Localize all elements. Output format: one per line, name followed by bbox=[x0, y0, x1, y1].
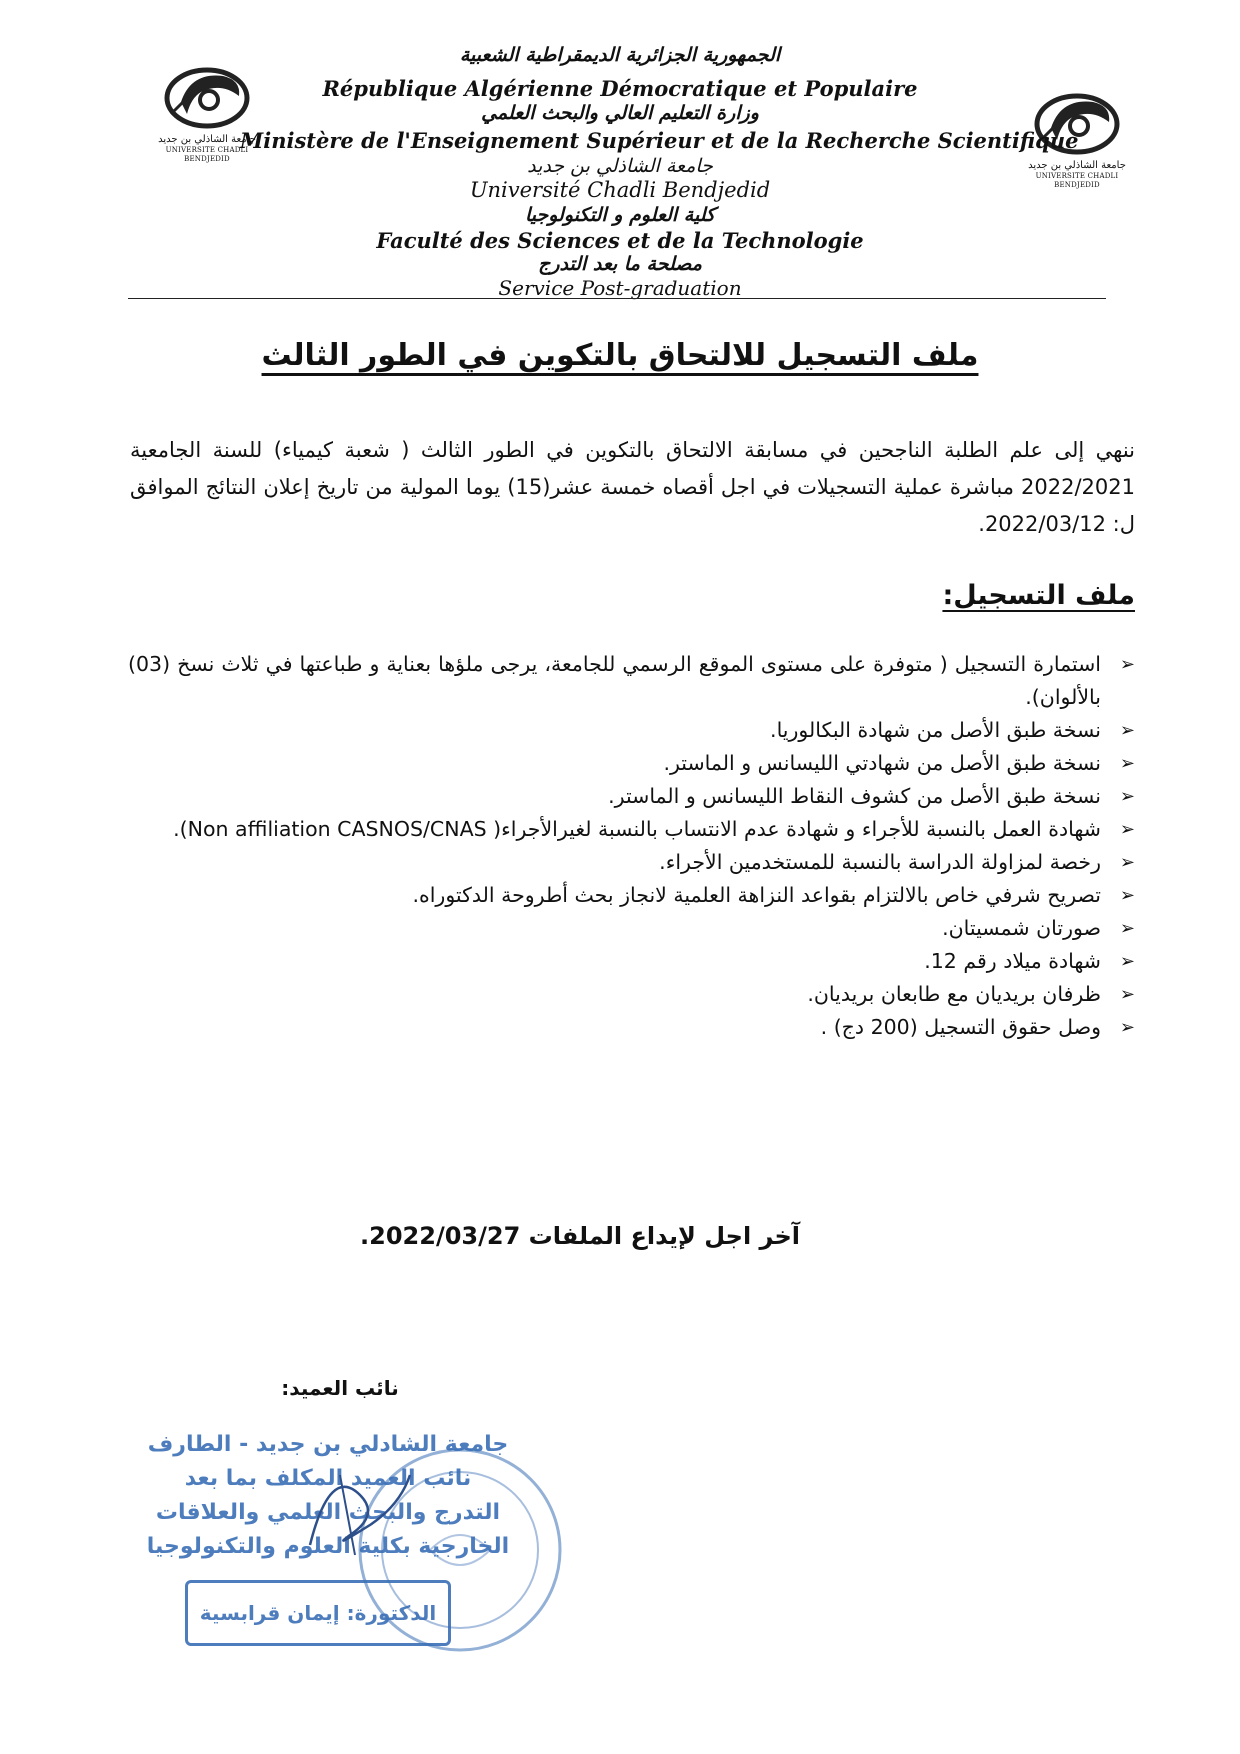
list-item bbox=[128, 978, 1135, 1011]
logo-caption-fr: UNIVERSITE CHADLI BENDJEDID bbox=[1035, 172, 1119, 189]
header-republic-fr: République Algérienne Démocratique et Populaire bbox=[322, 76, 918, 101]
header-university-ar: جامعة الشاذلي بن جديد bbox=[527, 155, 713, 177]
list-item bbox=[128, 714, 1135, 747]
logo-caption-fr: UNIVERSITE CHADLI BENDJEDID bbox=[165, 146, 249, 163]
stamp-line: التدرج والبحث العلمي والعلاقات bbox=[155, 1500, 501, 1525]
arrow-bullet-icon: ➢ bbox=[1119, 951, 1135, 972]
list-item-text: وصل حقوق التسجيل (200 دج) . bbox=[820, 1015, 1101, 1039]
deadline-notice: آخر اجل لإيداع الملفات 2022/03/27. bbox=[360, 1222, 800, 1250]
header-ministry-ar: وزارة التعليم العالي والبحث العلمي bbox=[481, 102, 759, 124]
header-university-fr: Université Chadli Bendjedid bbox=[469, 178, 771, 202]
logo-caption-ar: جامعة الشاذلي بن جديد bbox=[1028, 160, 1126, 171]
arrow-bullet-icon: ➢ bbox=[1119, 753, 1135, 774]
header-faculty-fr: Faculté des Sciences et de la Technologie bbox=[376, 228, 864, 253]
stamp-line: جامعة الشادلي بن جديد - الطارف bbox=[147, 1432, 509, 1457]
header-republic-ar: الجمهورية الجزائرية الديمقراطية الشعبية bbox=[459, 44, 781, 66]
signature-icon bbox=[300, 1455, 420, 1565]
signer-title: نائب العميد: bbox=[281, 1376, 399, 1400]
stamp-name-box: الدكتورة: إيمان قرابسية bbox=[185, 1580, 451, 1646]
header-divider bbox=[128, 298, 1106, 299]
list-item-text: تصريح شرفي خاص بالالتزام بقواعد النزاهة العلمية لانجاز بحث أطروحة الدكتوراه. bbox=[412, 883, 1101, 907]
list-item bbox=[128, 912, 1135, 945]
list-item-text: صورتان شمسيتان. bbox=[942, 916, 1101, 940]
stamp-line: الخارجية بكلية العلوم والتكنولوجيا bbox=[146, 1534, 510, 1559]
arrow-bullet-icon: ➢ bbox=[1119, 786, 1135, 807]
header-faculty-ar: كلية العلوم و التكنولوجيا bbox=[524, 204, 716, 226]
list-item bbox=[128, 747, 1135, 780]
list-item-text: ظرفان بريديان مع طابعان بريديان. bbox=[807, 982, 1101, 1006]
document-title: ملف التسجيل للالتحاق بالتكوين في الطور الثالث bbox=[261, 338, 979, 373]
intro-paragraph: ننهي إلى علم الطلبة الناجحين في مسابقة الالتحاق بالتكوين في الطور الثالث ( شعبة كيمياء) للسنة الجامعية 2022/2021 مباشرة عملية التسجيلات في اجل أقصاه خمسة عشر(15) يوما المولية من تاريخ إعلان النتائج الموافق ل: 2022/03/12. bbox=[130, 438, 1135, 536]
list-item-text: نسخة طبق الأصل من كشوف النقاط الليسانس و الماستر. bbox=[608, 784, 1101, 808]
list-item-text: رخصة لمزاولة الدراسة بالنسبة للمستخدمين الأجراء. bbox=[659, 850, 1101, 874]
arrow-bullet-icon: ➢ bbox=[1119, 654, 1135, 675]
section-title: ملف التسجيل: bbox=[942, 580, 1135, 611]
arrow-bullet-icon: ➢ bbox=[1119, 819, 1135, 840]
stamp-line: نائب العميد المكلف بما بعد bbox=[184, 1466, 472, 1491]
list-item-text: شهادة العمل بالنسبة للأجراء و شهادة عدم الانتساب بالنسبة لغيرالأجراء( Non affiliation CASNOS/CNAS). bbox=[173, 817, 1101, 841]
list-item bbox=[128, 813, 1135, 846]
arrow-bullet-icon: ➢ bbox=[1119, 720, 1135, 741]
arrow-bullet-icon: ➢ bbox=[1119, 918, 1135, 939]
list-item bbox=[128, 846, 1135, 879]
list-item bbox=[128, 1011, 1135, 1044]
arrow-bullet-icon: ➢ bbox=[1119, 984, 1135, 1005]
list-item bbox=[128, 648, 1135, 714]
arrow-bullet-icon: ➢ bbox=[1119, 852, 1135, 873]
requirements-list bbox=[128, 648, 1135, 1044]
list-item bbox=[128, 945, 1135, 978]
arrow-bullet-icon: ➢ bbox=[1119, 885, 1135, 906]
list-item-text: استمارة التسجيل ( متوفرة على مستوى الموقع الرسمي للجامعة، يرجى ملؤها بعناية و طباعتها في ثلاث نسخ (03) بالألوان). bbox=[128, 652, 1101, 709]
header-service-fr: Service Post-graduation bbox=[498, 276, 742, 300]
list-item-text: نسخة طبق الأصل من شهادتي الليسانس و الماستر. bbox=[663, 751, 1101, 775]
logo-caption-ar: جامعة الشاذلي بن جديد bbox=[158, 134, 256, 145]
list-item bbox=[128, 879, 1135, 912]
header-ministry-fr: Ministère de l'Enseignement Supérieur et de la Recherche Scientifique bbox=[240, 128, 1079, 153]
list-item-text: شهادة ميلاد رقم 12. bbox=[924, 949, 1101, 973]
arrow-bullet-icon: ➢ bbox=[1119, 1017, 1135, 1038]
list-item bbox=[128, 780, 1135, 813]
header-service-ar: مصلحة ما بعد التدرج bbox=[538, 253, 702, 275]
list-item-text: نسخة طبق الأصل من شهادة البكالوريا. bbox=[770, 718, 1101, 742]
